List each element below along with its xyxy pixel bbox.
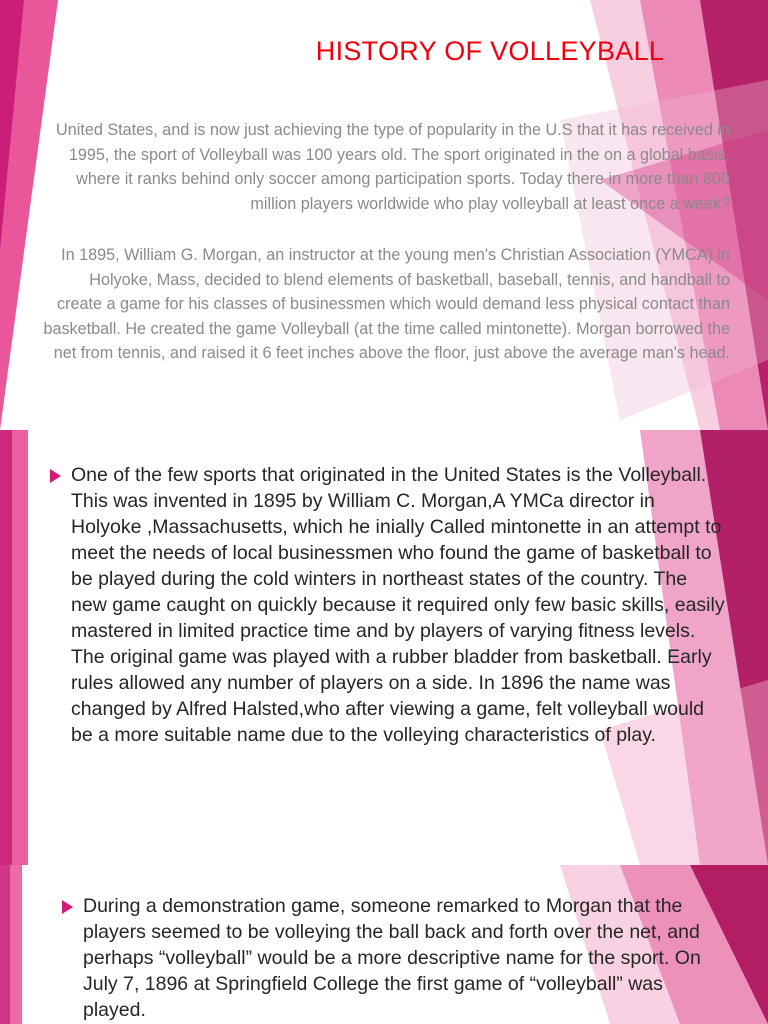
history-paragraph-1: United States, and is now just achieving the type of popularity in the U.S that it has received in 1995, the sport of Volleyball was 100 years old. The sport originated in the on a global basis, where it ranks behind only soccer among participation sports. Today there in more than 800 million players worldwide who play volleyball at least once a week? <box>56 121 730 213</box>
slide-3 <box>0 865 768 1024</box>
bullet-text: During a demonstration game, someone remarked to Morgan that the players seemed to be volleying the ball back and forth over the net, and perhaps “volleyball” would be a more descriptive name for the sport. On July 7, 1896 at Springfield College the first game of “volleyball” was played. <box>83 895 701 1021</box>
slide-2 <box>0 430 768 865</box>
slide-1 <box>0 0 768 430</box>
history-paragraph-2: In 1895, William G. Morgan, an instructor at the young men's Christian Association (YMCA) in Holyoke, Mass, decided to blend elements of basketball, baseball, tennis, and handball to create a game for his classes of businessmen which would demand less physical contact than basketball. He created the game Volleyball (at the time called mintonette). Morgan borrowed the net from tennis, and raised it 6 feet inches above the floor, just above the average man's head. <box>43 246 730 362</box>
bullet-text: One of the few sports that originated in the United States is the Volleyball. This was invented in 1895 by William C. Morgan,A YMCa director in Holyoke ,Massachusetts, which he inially Called mintonette in an attempt to meet the needs of local businessmen who found the game of basketball to be played during the cold winters in northeast states of the country. The new game caught on quickly because it required only few basic skills, easily mastered in limited practice time and by players of varying fitness levels. The original game was played with a rubber bladder from basketball. Early rules allowed any number of players on a side. In 1896 the name was changed by Alfred Halsted,who after viewing a game, felt volleyball would be a more suitable name due to the volleying characteristics of play. <box>71 464 725 746</box>
slide-title: HISTORY OF VOLLEYBALL <box>315 36 665 66</box>
bullet-item <box>50 462 730 748</box>
bullet-arrow-icon <box>62 900 73 914</box>
bullet-item <box>62 893 722 1023</box>
bullet-arrow-icon <box>50 469 61 483</box>
